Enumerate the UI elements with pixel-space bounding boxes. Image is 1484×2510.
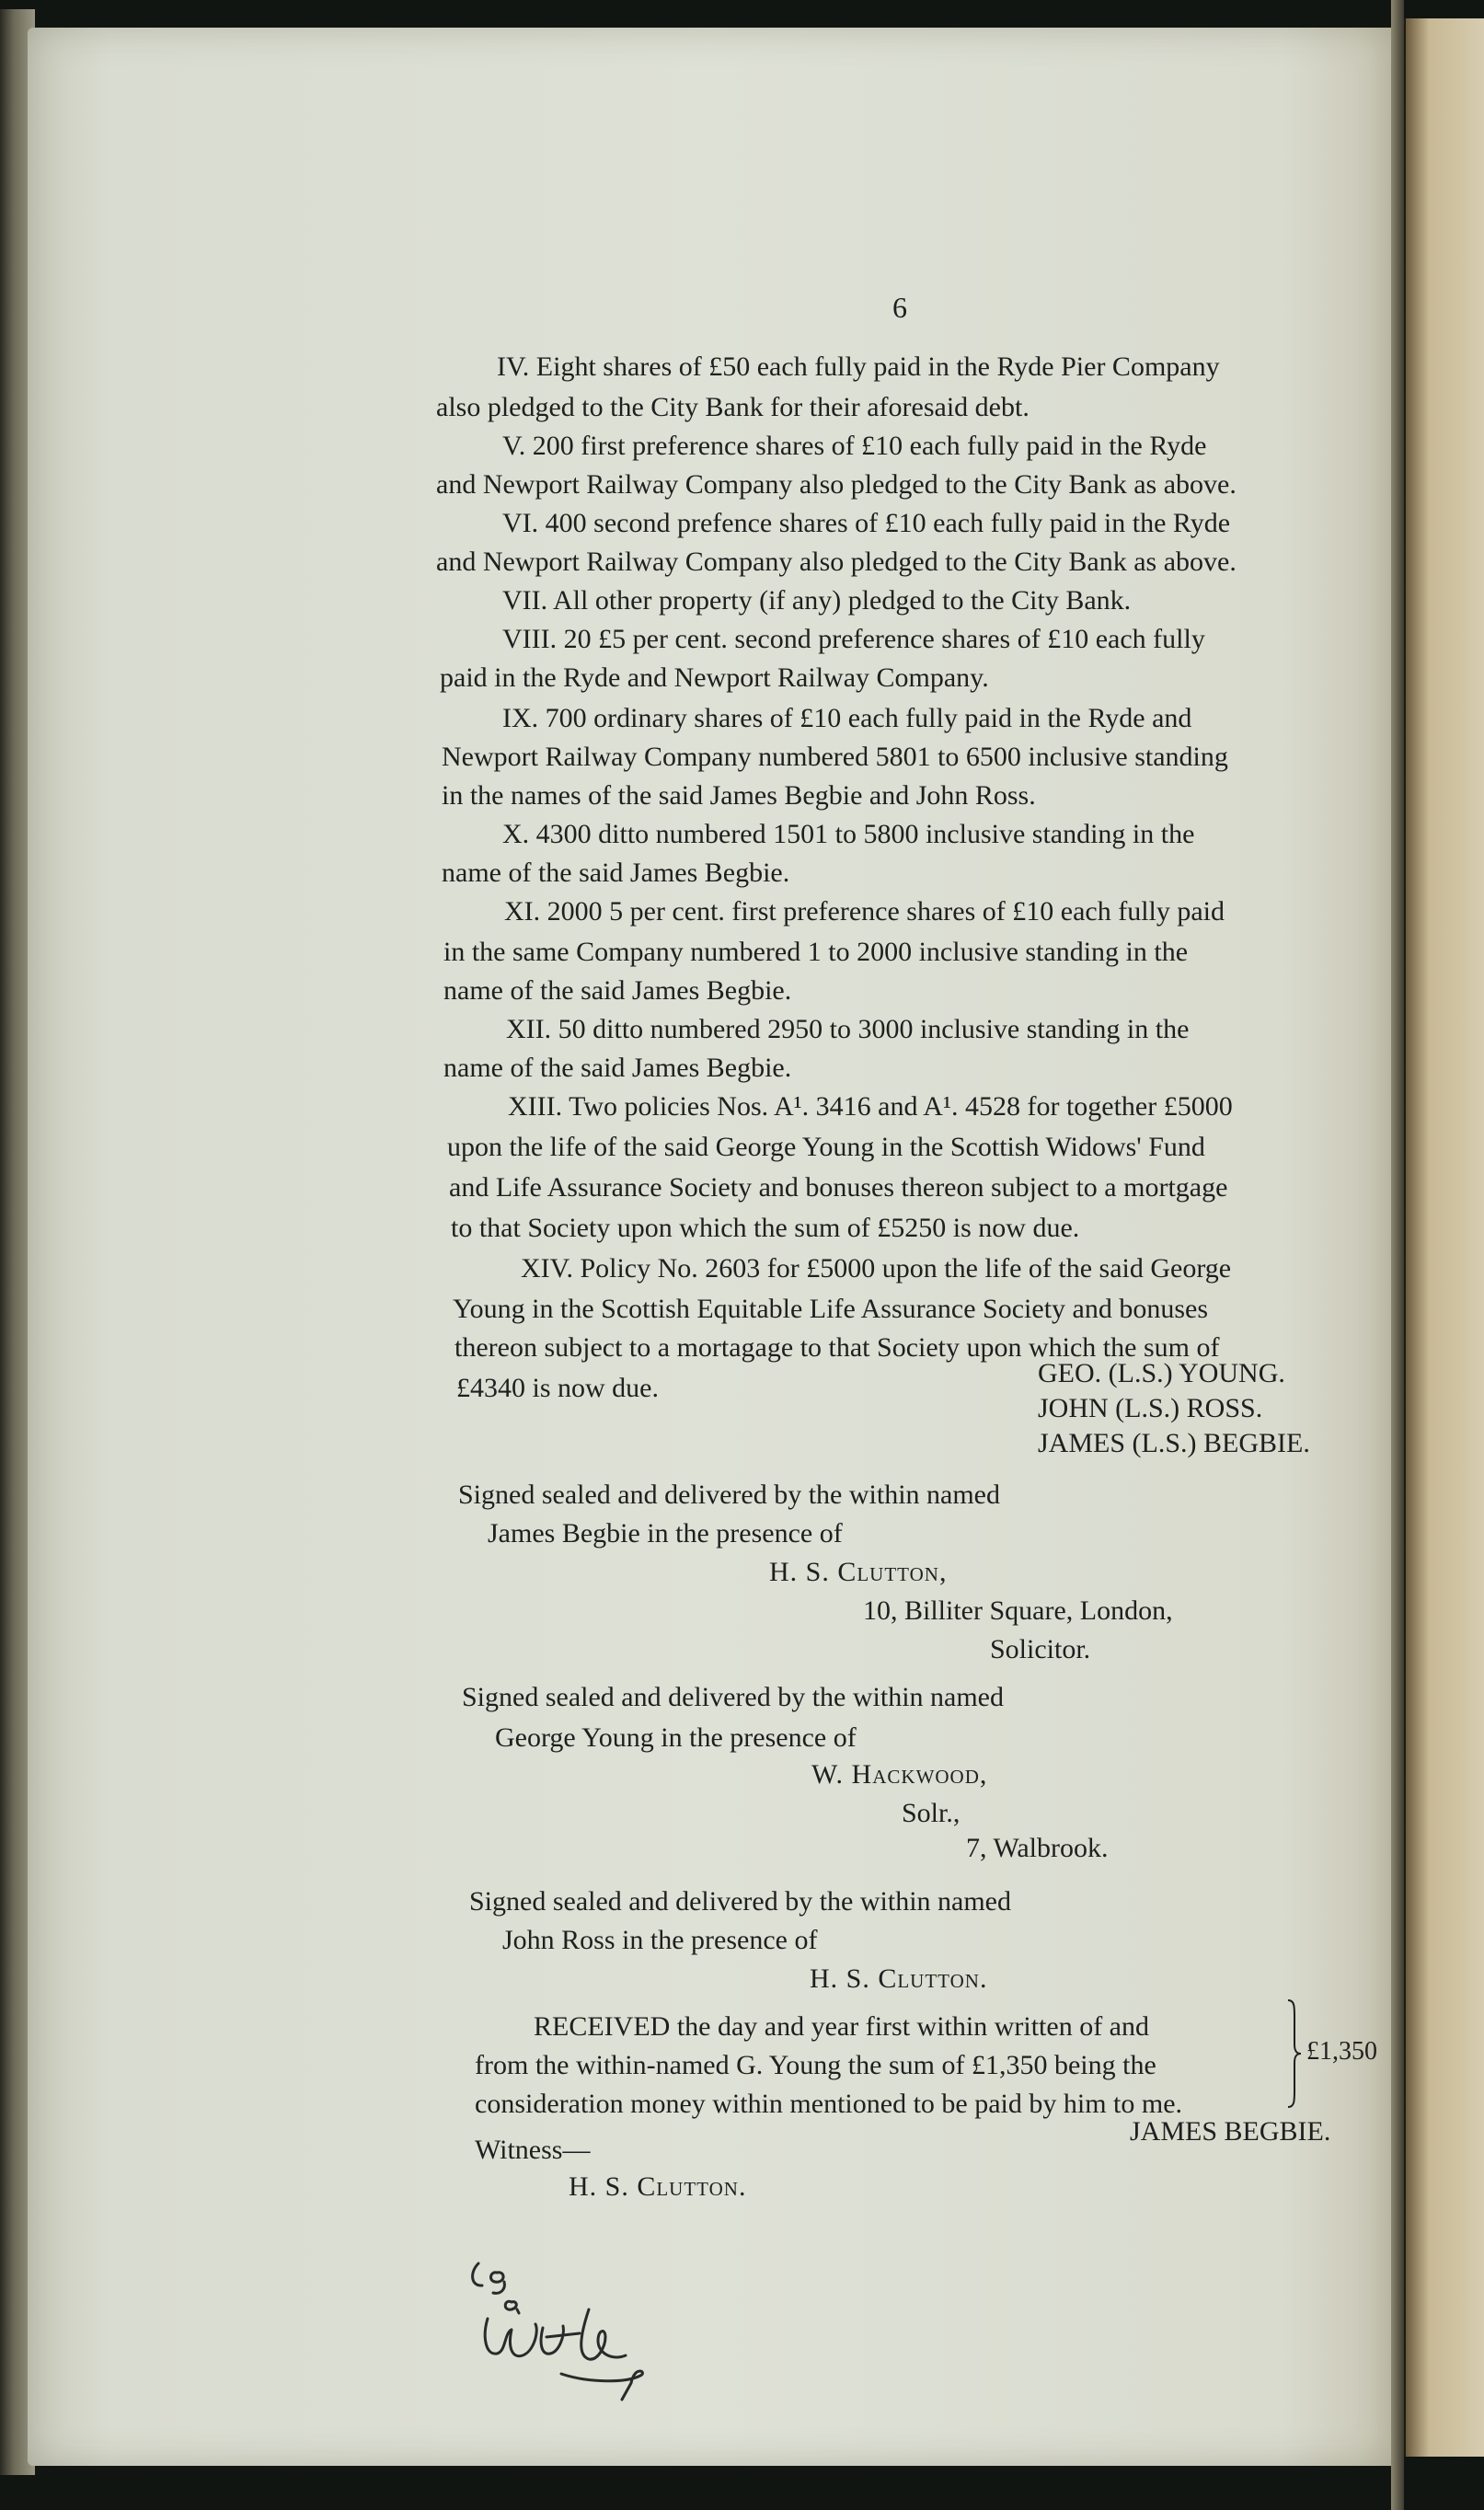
witness-role: Solr., xyxy=(902,1798,961,1828)
text-line: V. 200 first preference shares of £10 each fully paid in the Ryde xyxy=(502,431,1207,461)
text-line: XI. 2000 5 per cent. first preference shares of £10 each fully paid xyxy=(504,896,1225,927)
receipt-line: RECEIVED the day and year first within written of and xyxy=(534,2011,1149,2042)
text-line: paid in the Ryde and Newport Railway Company. xyxy=(440,662,989,693)
attestation-line: Signed sealed and delivered by the within named xyxy=(462,1682,1004,1712)
text-line: IV. Eight shares of £50 each fully paid in the Ryde Pier Company xyxy=(497,351,1220,382)
attestation-line: John Ross in the presence of xyxy=(502,1925,818,1955)
text-line: £4340 is now due. xyxy=(456,1373,659,1403)
witness-name: H. S. Clutton. xyxy=(810,1963,988,1994)
attestation-line: George Young in the presence of xyxy=(495,1722,857,1753)
text-line: and Life Assurance Society and bonuses thereon subject to a mortgage xyxy=(449,1172,1228,1203)
signatory-young: GEO. (L.S.) YOUNG. xyxy=(1038,1358,1285,1388)
text-line: and Newport Railway Company also pledged to the City Bank as above. xyxy=(436,547,1237,577)
witness-name: H. S. Clutton. xyxy=(569,2171,747,2202)
attestation-line: Signed sealed and delivered by the within named xyxy=(469,1886,1011,1917)
text-line: XIV. Policy No. 2603 for £5000 upon the life of the said George xyxy=(521,1253,1232,1284)
signatory-begbie: JAMES (L.S.) BEGBIE. xyxy=(1038,1428,1310,1458)
witness-name: W. Hackwood, xyxy=(811,1759,988,1790)
witness-role: Solicitor. xyxy=(990,1634,1091,1664)
receipt-line: consideration money within mentioned to be paid by him to me. xyxy=(475,2089,1183,2119)
text-line: VI. 400 second prefence shares of £10 each fully paid in the Ryde xyxy=(502,508,1231,538)
brace-icon xyxy=(1286,1998,1303,2109)
text-line: in the names of the said James Begbie and John Ross. xyxy=(442,780,1036,811)
text-line: XIII. Two policies Nos. A¹. 3416 and A¹. 4528 for together £5000 xyxy=(508,1091,1233,1122)
text-line: X. 4300 ditto numbered 1501 to 5800 inclusive standing in the xyxy=(502,819,1195,849)
witness-address: 7, Walbrook. xyxy=(966,1833,1109,1863)
witness-label: Witness— xyxy=(475,2135,591,2165)
signatory-ross: JOHN (L.S.) ROSS. xyxy=(1038,1393,1263,1423)
text-line: XII. 50 ditto numbered 2950 to 3000 inclusive standing in the xyxy=(506,1014,1190,1044)
text-line: IX. 700 ordinary shares of £10 each fully paid in the Ryde and xyxy=(502,703,1192,733)
text-line: VII. All other property (if any) pledged to the City Bank. xyxy=(502,585,1132,616)
text-line: Young in the Scottish Equitable Life Assurance Society and bonuses xyxy=(453,1294,1209,1324)
text-line: and Newport Railway Company also pledged to the City Bank as above. xyxy=(436,469,1237,500)
text-line: name of the said James Begbie. xyxy=(443,1053,792,1083)
text-line: Newport Railway Company numbered 5801 to 6500 inclusive standing xyxy=(442,742,1228,772)
handwritten-signature xyxy=(451,2245,672,2401)
text-line: name of the said James Begbie. xyxy=(442,858,790,888)
text-line: to that Society upon which the sum of £5250 is now due. xyxy=(451,1213,1080,1243)
attestation-line: Signed sealed and delivered by the within named xyxy=(458,1480,1000,1510)
receipt-line: from the within-named G. Young the sum of £1,350 being the xyxy=(475,2050,1156,2080)
receipt-signer: JAMES BEGBIE. xyxy=(1130,2116,1331,2147)
text-line: in the same Company numbered 1 to 2000 inclusive standing in the xyxy=(443,937,1189,967)
attestation-line: James Begbie in the presence of xyxy=(488,1518,843,1549)
text-line: thereon subject to a mortagage to that Society upon which the sum of xyxy=(454,1332,1220,1363)
receipt-amount: £1,350 xyxy=(1306,2037,1377,2066)
text-line: upon the life of the said George Young in the Scottish Widows' Fund xyxy=(447,1132,1205,1162)
witness-address: 10, Billiter Square, London, xyxy=(863,1595,1173,1626)
text-line: name of the said James Begbie. xyxy=(443,975,792,1006)
witness-name: H. S. Clutton, xyxy=(769,1557,948,1587)
page-number: 6 xyxy=(892,291,907,324)
text-line: also pledged to the City Bank for their aforesaid debt. xyxy=(436,392,1030,422)
text-line: VIII. 20 £5 per cent. second preference shares of £10 each fully xyxy=(502,624,1205,654)
